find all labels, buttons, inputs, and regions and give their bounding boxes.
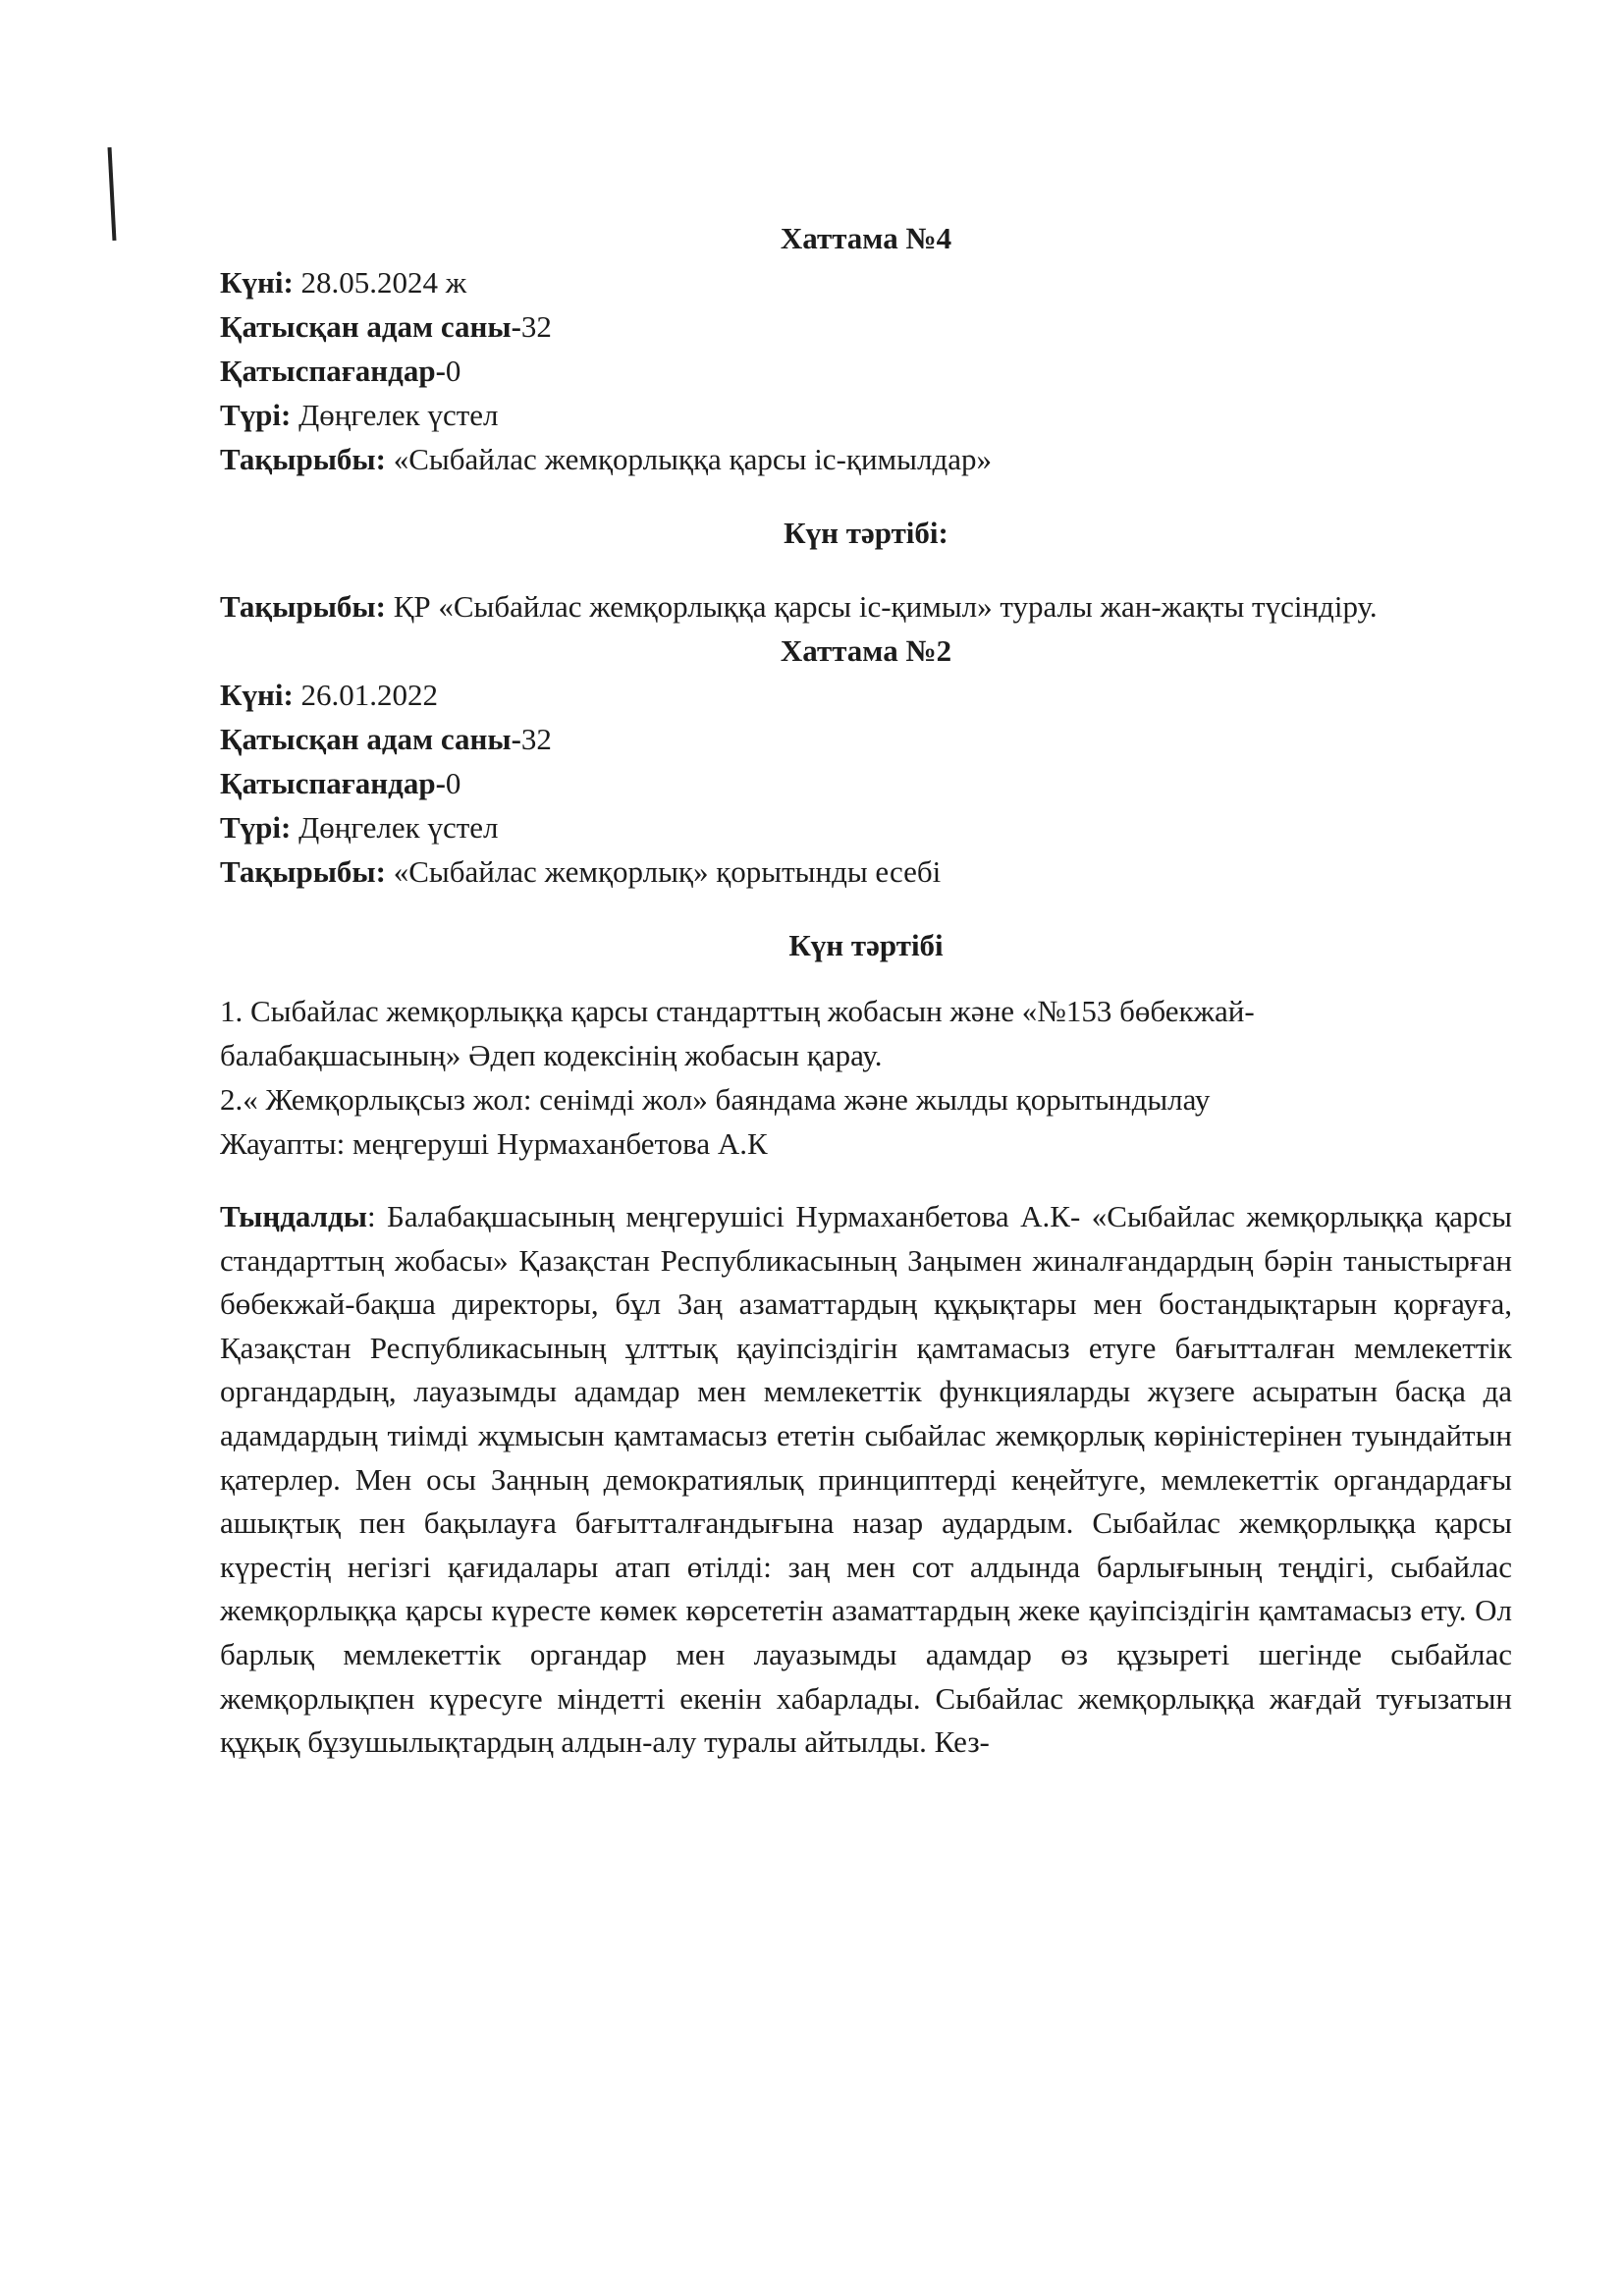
protocol-1-agenda-heading: Күн тәртібі:: [784, 516, 948, 550]
responsible-line: Жауапты: меңгеруші Нурмаханбетова А.К: [220, 1126, 768, 1161]
protocol-1-date: Күні: 28.05.2024 ж: [220, 265, 467, 300]
pen-mark: [108, 147, 117, 241]
protocol-2-topic: Тақырыбы: «Сыбайлас жемқорлық» қорытынды есебі: [220, 854, 942, 889]
document-body: [220, 216, 1512, 1765]
protocol-2-date: Күні: 26.01.2022: [220, 678, 439, 712]
protocol-1-absent: Қатыспағандар-0: [220, 354, 461, 388]
protocol-1-agenda-topic: Тақырыбы: ҚР «Сыбайлас жемқорлыққа қарсы іс-қимыл» туралы жан-жақты түсіндіру.: [220, 589, 1378, 624]
agenda-item: 2.« Жемқорлықсыз жол: сенімді жол» баяндама және жылды қорытындылау: [220, 1082, 1211, 1117]
protocol-2-absent: Қатыспағандар-0: [220, 766, 461, 800]
agenda-item: 1. Сыбайлас жемқорлыққа қарсы стандарттың жобасын және «№153 бөбекжай-балабақшасының» Әдеп кодексінің жобасын қарау.: [220, 994, 1255, 1072]
protocol-1-type: Түрі: Дөңгелек үстел: [220, 398, 499, 432]
protocol-2-attended: Қатысқан адам саны-32: [220, 722, 552, 756]
protocol-1-title: Хаттама №4: [780, 221, 952, 255]
protocol-2-agenda-heading: Күн тәртібі: [788, 928, 944, 962]
protocol-2-type: Түрі: Дөңгелек үстел: [220, 810, 499, 845]
protocol-1-attended: Қатысқан адам саны-32: [220, 309, 552, 344]
protocol-2-title: Хаттама №2: [780, 633, 952, 668]
heard-paragraph: Тыңдалды: Балабақшасының меңгерушісі Нурмаханбетова А.К- «Сыбайлас жемқорлыққа қарсы стандарттың жобасы» Қазақстан Республикасының Заңымен жиналғандардың бәрін таныстырған бөбекжай-бақша директоры, бұл Заң азаматтардың құқықтары мен бостандықтарын қорғауға, Қазақстан Республикасының ұлттық қауіпсіздігін қамтамасыз етуге бағытталған мемлекеттік органдардың, лауазымды адамдар мен мемлекеттік функцияларды жүзеге асыратын басқа да адамдардың тиімді жұмысын қамтамасыз ететін сыбайлас жемқорлық көріністерінен туындайтын қатерлер. Мен осы Заңның демократиялық принциптерді кеңейтуге, мемлекеттік органдардағы ашықтық пен бақылауға бағытталғандығына назар аудардым. Сыбайлас жемқорлыққа қарсы күрестің негізгі қағидалары атап өтілді: заң мен сот алдында барлығының теңдігі, сыбайлас жемқорлыққа қарсы күресте көмек көрсететін азаматтардың жеке қауіпсіздігін қамтамасыз ету. Ол барлық мемлекеттік органдар мен лауазымды адамдар өз құзыреті шегінде сыбайлас жемқорлықпен күресуге міндетті екенін хабарлады. Сыбайлас жемқорлыққа жағдай туғызатын құқық бұзушылықтардың алдын-алу туралы айтылды. Кез-: [220, 1199, 1512, 1760]
protocol-1-topic: Тақырыбы: «Сыбайлас жемқорлыққа қарсы іс-қимылдар»: [220, 442, 992, 476]
